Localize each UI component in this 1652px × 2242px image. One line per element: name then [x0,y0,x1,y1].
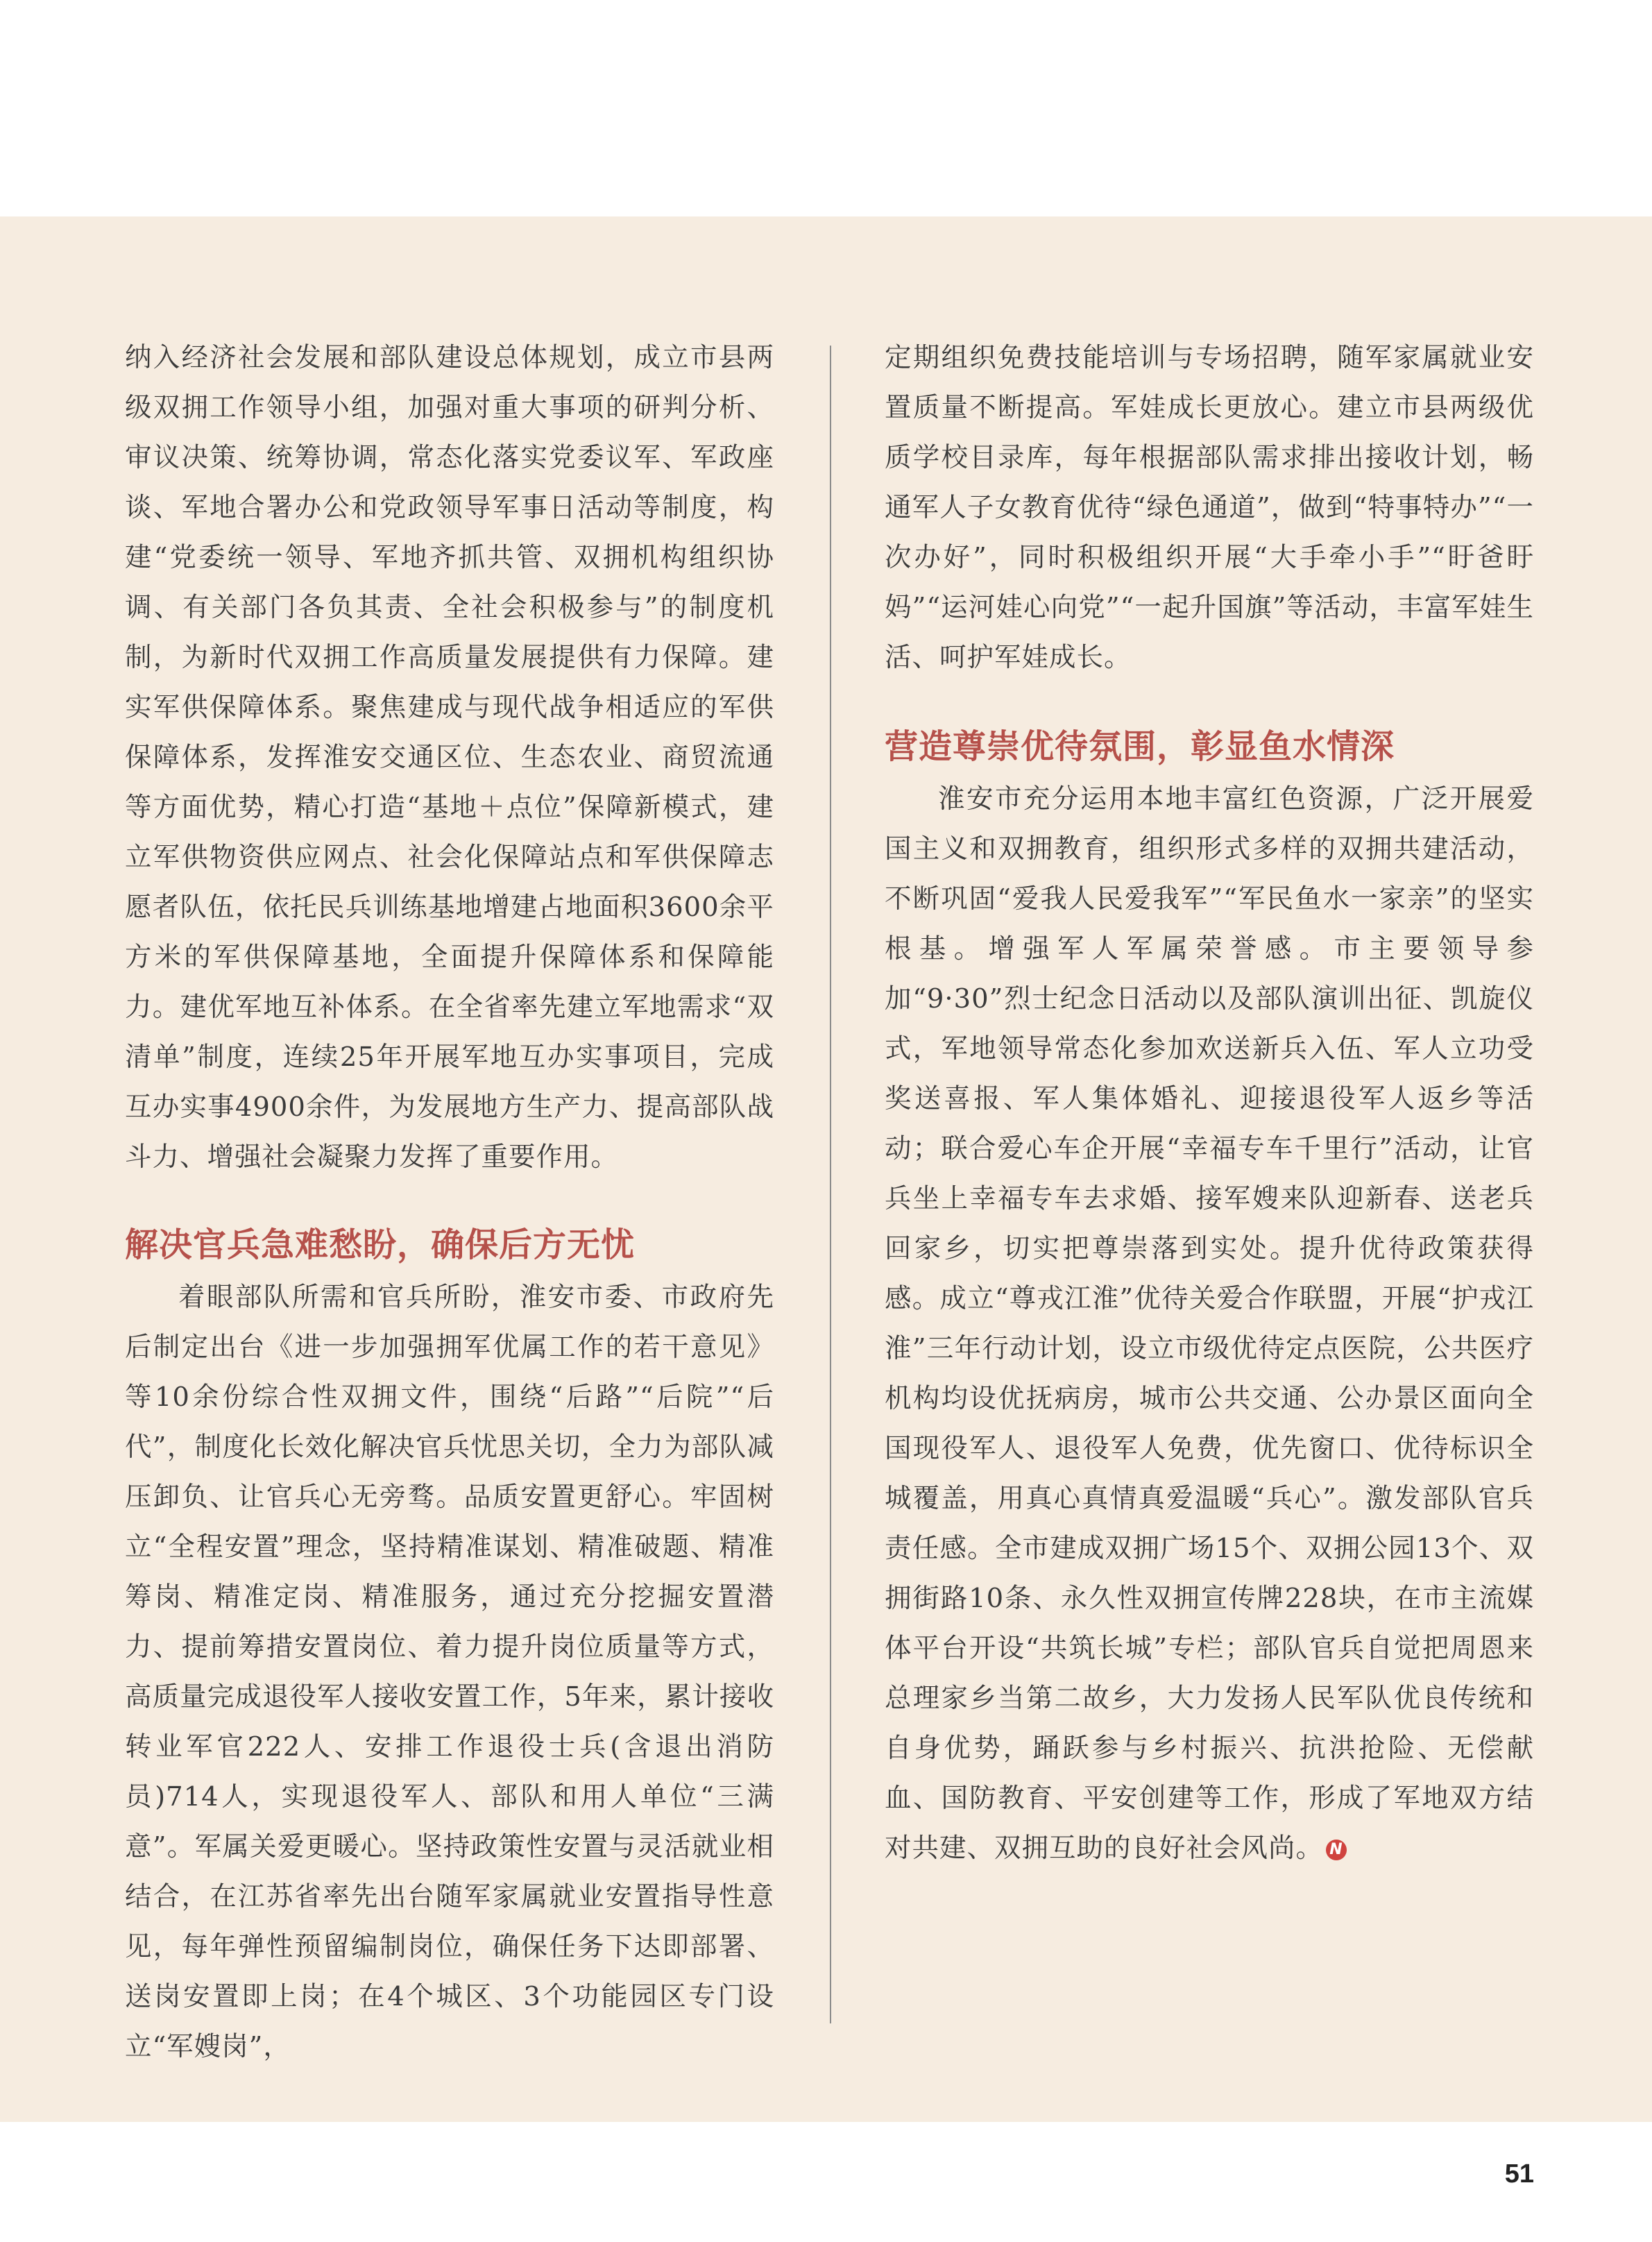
left-paragraph-1: 纳入经济社会发展和部队建设总体规划，成立市县两级双拥工作领导小组，加强对重大事项的研判分析、审议决策、统筹协调，常态化落实党委议军、军政座谈、军地合署办公和党政领导军事日活动等制度，构建“党委统一领导、军地齐抓共管、双拥机构组织协调、有关部门各负其责、全社会积极参与”的制度机制，为新时代双拥工作高质量发展提供有力保障。建实军供保障体系。聚焦建成与现代战争相适应的军供保障体系，发挥淮安交通区位、生态农业、商贸流通等方面优势，精心打造“基地＋点位”保障新模式，建立军供物资供应网点、社会化保障站点和军供保障志愿者队伍，依托民兵训练基地增建占地面积3600余平方米的军供保障基地，全面提升保障体系和保障能力。建优军地互补体系。在全省率先建立军地需求“双清单”制度，连续25年开展军地互办实事项目，完成互办实事4900余件，为发展地方生产力、提高部队战斗力、增强社会凝聚力发挥了重要作用。 [125,342,774,1173]
right-column [885,333,1534,1874]
section-heading-2: 营造尊崇优待氛围，彰显鱼水情深 [885,727,1395,766]
right-paragraph-2-text: 淮安市充分运用本地丰富红色资源，广泛开展爱国主义和双拥教育，组织形式多样的双拥共建活动，不断巩固“爱我人民爱我军”“军民鱼水一家亲”的坚实根基。增强军人军属荣誉感。市主要领导参加“9·30”烈士纪念日活动以及部队演训出征、凯旋仪式，军地领导常态化参加欢送新兵入伍、军人立功受奖送喜报、军人集体婚礼、迎接退役军人返乡等活动；联合爱心车企开展“幸福专车千里行”活动，让官兵坐上幸福专车去求婚、接军嫂来队迎新春、送老兵回家乡，切实把尊崇落到实处。提升优待政策获得感。成立“尊戎江淮”优待关爱合作联盟，开展“护戎江淮”三年行动计划，设立市级优待定点医院，公共医疗机构均设优抚病房，城市公共交通、公办景区面向全国现役军人、退役军人免费，优先窗口、优待标识全城覆盖，用真心真情真爱温暖“兵心”。激发部队官兵责任感。全市建成双拥广场15个、双拥公园13个、双拥街路10条、永久性双拥宣传牌228块，在市主流媒体平台开设“共筑长城”专栏；部队官兵自觉把周恩来总理家乡当第二故乡，大力发扬人民军队优良传统和自身优势，踊跃参与乡村振兴、抗洪抢险、无偿献血、国防教育、平安创建等工作，形成了军地双方结对共建、双拥互助的良好社会风尚。 [885,783,1534,1864]
right-paragraph-2 [885,774,1534,1874]
end-mark-icon: N [1326,1840,1347,1860]
left-column [125,333,774,2072]
right-paragraph-1: 定期组织免费技能培训与专场招聘，随军家属就业安置质量不断提高。军娃成长更放心。建立市县两级优质学校目录库，每年根据部队需求排出接收计划，畅通军人子女教育优待“绿色通道”，做到“特事特办”“一次办好”，同时积极组织开展“大手牵小手”“盱爸盱妈”“运河娃心向党”“一起升国旗”等活动，丰富军娃生活、呵护军娃成长。 [885,342,1534,673]
column-divider [830,346,831,2023]
page-number: 51 [1504,2159,1534,2189]
section-heading-1: 解决官兵急难愁盼，确保后方无忧 [125,1225,636,1264]
left-paragraph-2: 着眼部队所需和官兵所盼，淮安市委、市政府先后制定出台《进一步加强拥军优属工作的若干意见》等10余份综合性双拥文件，围绕“后路”“后院”“后代”，制度化长效化解决官兵忧思关切，全力为部队减压卸负、让官兵心无旁骛。品质安置更舒心。牢固树立“全程安置”理念，坚持精准谋划、精准破题、精准筹岗、精准定岗、精准服务，通过充分挖掘安置潜力、提前筹措安置岗位、着力提升岗位质量等方式，高质量完成退役军人接收安置工作，5年来，累计接收转业军官222人、安排工作退役士兵(含退出消防员)714人，实现退役军人、部队和用人单位“三满意”。军属关爱更暖心。坚持政策性安置与灵活就业相结合，在江苏省率先出台随军家属就业安置指导性意见，每年弹性预留编制岗位，确保任务下达即部署、送岗安置即上岗；在4个城区、3个功能园区专门设立“军嫂岗”， [125,1282,774,2062]
